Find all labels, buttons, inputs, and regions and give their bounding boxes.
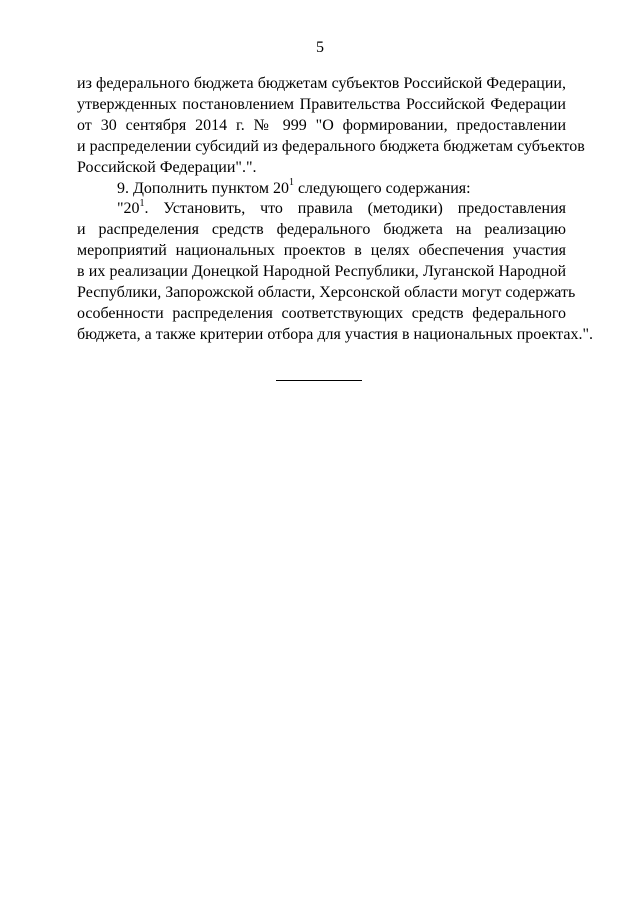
text-line: бюджета, а также критерии отбора для участия в национальных проектах.".	[77, 325, 593, 343]
item-9-prefix: 9. Дополнить пунктом 20	[117, 179, 289, 197]
item-20-1-prefix: "20	[117, 200, 140, 218]
document-body	[77, 74, 593, 346]
text-line: из федерального бюджета бюджетам субъектов Российской Федерации,	[77, 75, 566, 92]
paragraph-item-9	[77, 179, 566, 200]
text-line	[77, 199, 566, 220]
text-line: и распределении субсидий из федерального бюджета бюджетам субъектов	[77, 137, 585, 155]
end-divider	[276, 380, 362, 381]
text-line: от 30 сентября 2014 г. № 999 "О формировании, предоставлении	[77, 116, 566, 134]
item-20-1-suffix: . Установить, что правила (методики) предоставления	[144, 200, 566, 218]
text-line: особенности распределения соответствующих средств федерального	[77, 304, 566, 322]
text-line	[77, 179, 566, 200]
text-line: мероприятий национальных проектов в целях обеспечения участия	[77, 242, 566, 260]
text-line: в их реализации Донецкой Народной Республики, Луганской Народной	[77, 263, 566, 281]
superscript: 1	[139, 198, 145, 210]
text-line: Республики, Запорожской области, Херсонской области могут содержать	[77, 284, 576, 302]
text-line: и распределения средств федерального бюджета на реализацию	[77, 221, 566, 239]
text-line: утвержденных постановлением Правительства Российской Федерации	[77, 95, 566, 113]
page-number: 5	[316, 39, 324, 56]
superscript: 1	[288, 177, 294, 189]
text-line: Российской Федерации".".	[77, 158, 257, 176]
paragraph-item-20-1	[77, 198, 593, 345]
paragraph-continuation	[77, 74, 585, 179]
item-9-suffix: следующего содержания:	[293, 179, 471, 197]
